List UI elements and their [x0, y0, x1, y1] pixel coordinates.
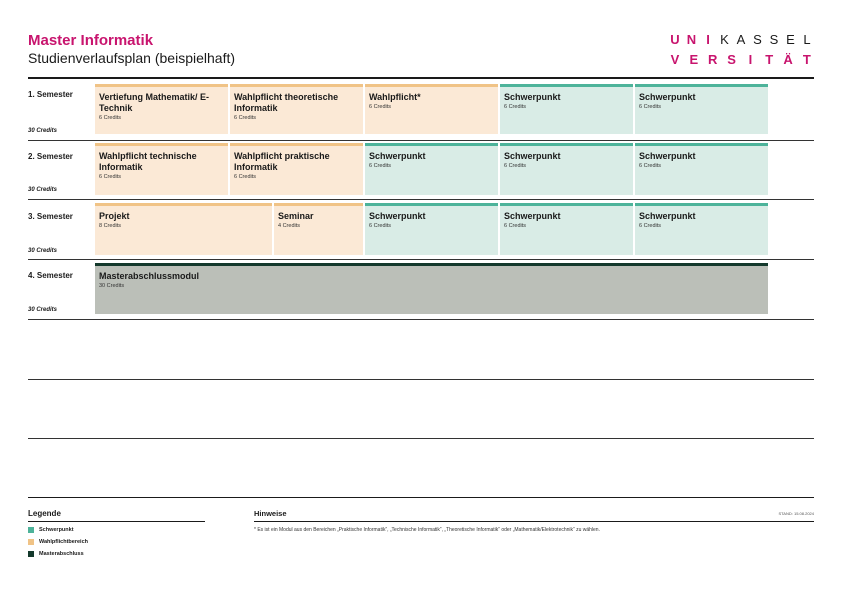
module-credits: 6 Credits — [369, 104, 392, 110]
module-credits: 4 Credits — [278, 223, 301, 229]
module-name: Wahlpflicht technische Informatik — [99, 151, 197, 172]
module-card[interactable] — [365, 143, 498, 195]
module-name: Schwerpunkt — [369, 151, 426, 161]
semester-row-1 — [28, 78, 814, 138]
logo-letter: I — [748, 52, 753, 67]
module-name: Wahlpflicht praktische Informatik — [234, 151, 330, 172]
university-logo — [668, 30, 814, 70]
logo-letter: R — [707, 52, 718, 67]
module-credits: 6 Credits — [639, 223, 662, 229]
logo-letter: I — [706, 32, 710, 47]
semester-row-2 — [28, 140, 814, 200]
logo-row-1 — [668, 30, 814, 50]
logo-letter: V — [670, 52, 680, 67]
logo-letter: S — [753, 32, 762, 47]
module-name: Schwerpunkt — [639, 92, 696, 102]
legend-rule — [28, 521, 205, 522]
legend-swatch — [28, 539, 34, 545]
legend-item-schwerpunkt — [28, 527, 74, 533]
module-credits: 6 Credits — [504, 104, 527, 110]
legend-label: Wahlpflichtbereich — [39, 539, 88, 545]
logo-letter: S — [727, 52, 736, 67]
semester-credits: 30 Credits — [28, 128, 58, 134]
module-credits: 8 Credits — [99, 223, 122, 229]
module-name: Schwerpunkt — [504, 92, 561, 102]
semester-label: 1. Semester — [28, 90, 73, 99]
module-credits: 6 Credits — [234, 115, 257, 121]
module-credits: 30 Credits — [99, 283, 125, 289]
semester-label: 4. Semester — [28, 271, 73, 280]
module-card[interactable] — [274, 203, 363, 255]
logo-row-2 — [668, 50, 814, 70]
module-credits: 6 Credits — [99, 115, 122, 121]
logo-letter: T — [802, 52, 811, 67]
module-card[interactable] — [95, 263, 768, 314]
semester-label: 3. Semester — [28, 212, 73, 221]
module-card[interactable] — [95, 84, 228, 134]
logo-letter: A — [736, 32, 746, 47]
legend-swatch — [28, 551, 34, 557]
module-card[interactable] — [230, 84, 363, 134]
page-title: Master Informatik — [28, 32, 154, 49]
hints-title: Hinweise — [254, 509, 287, 518]
module-credits: 6 Credits — [504, 163, 527, 169]
module-name: Seminar — [278, 211, 314, 221]
module-card[interactable] — [500, 203, 633, 255]
hints-text: * Es ist ein Modul aus den Bereichen „Praktische Informatik“, „Technische Informatik“, „Theoretische Informatik“ oder „Mathematik/Elektrotechnik“ zu wählen. — [254, 527, 600, 533]
module-card[interactable] — [635, 84, 768, 134]
semester-row-4 — [28, 259, 814, 319]
stand-date: STAND: 15.08.2024 — [778, 511, 814, 516]
logo-letter: S — [769, 32, 779, 47]
logo-letter: U — [670, 32, 680, 47]
module-name: Masterabschlussmodul — [99, 271, 200, 281]
semester-row-3 — [28, 200, 814, 260]
row-divider — [28, 379, 814, 380]
logo-letter: K — [720, 32, 729, 47]
module-name: Schwerpunkt — [504, 151, 561, 161]
logo-letter: E — [786, 32, 795, 47]
module-card[interactable] — [500, 143, 633, 195]
module-name: Schwerpunkt — [639, 151, 696, 161]
logo-letter: Ä — [783, 52, 793, 67]
module-card[interactable] — [635, 203, 768, 255]
semester-credits: 30 Credits — [28, 307, 58, 313]
hints-rule — [254, 521, 814, 522]
module-name: Schwerpunkt — [369, 211, 426, 221]
footer-rule — [28, 497, 814, 498]
module-credits: 6 Credits — [639, 163, 662, 169]
semester-label: 2. Semester — [28, 152, 73, 161]
module-card[interactable] — [365, 84, 498, 134]
logo-letter: L — [803, 32, 811, 47]
module-credits: 6 Credits — [234, 174, 257, 180]
legend-item-masterabschluss — [28, 551, 84, 557]
legend-title: Legende — [28, 509, 61, 518]
module-name: Projekt — [99, 211, 130, 221]
module-credits: 6 Credits — [504, 223, 527, 229]
module-name: Schwerpunkt — [639, 211, 696, 221]
module-name: Wahlpflicht* — [369, 92, 421, 102]
legend-swatch — [28, 527, 34, 533]
semester-credits: 30 Credits — [28, 187, 58, 193]
logo-letter: N — [686, 32, 697, 47]
module-credits: 6 Credits — [369, 223, 392, 229]
row-divider — [28, 319, 814, 320]
module-credits: 6 Credits — [639, 104, 662, 110]
legend-label: Schwerpunkt — [39, 527, 74, 533]
module-name: Vertiefung Mathematik/ E-Technik — [99, 92, 210, 113]
legend-label: Masterabschluss — [39, 551, 84, 557]
semester-credits: 30 Credits — [28, 248, 58, 254]
page-subtitle: Studienverlaufsplan (beispielhaft) — [28, 50, 236, 66]
module-card[interactable] — [95, 203, 272, 255]
module-card[interactable] — [635, 143, 768, 195]
logo-letter: T — [765, 52, 774, 67]
module-card[interactable] — [500, 84, 633, 134]
logo-letter: E — [689, 52, 699, 67]
module-credits: 6 Credits — [369, 163, 392, 169]
module-name: Wahlpflicht theoretische Informatik — [234, 92, 339, 113]
module-card[interactable] — [365, 203, 498, 255]
module-card[interactable] — [95, 143, 228, 195]
module-credits: 6 Credits — [99, 174, 122, 180]
row-divider — [28, 438, 814, 439]
module-name: Schwerpunkt — [504, 211, 561, 221]
legend-item-wahlpflicht — [28, 539, 88, 545]
module-card[interactable] — [230, 143, 363, 195]
